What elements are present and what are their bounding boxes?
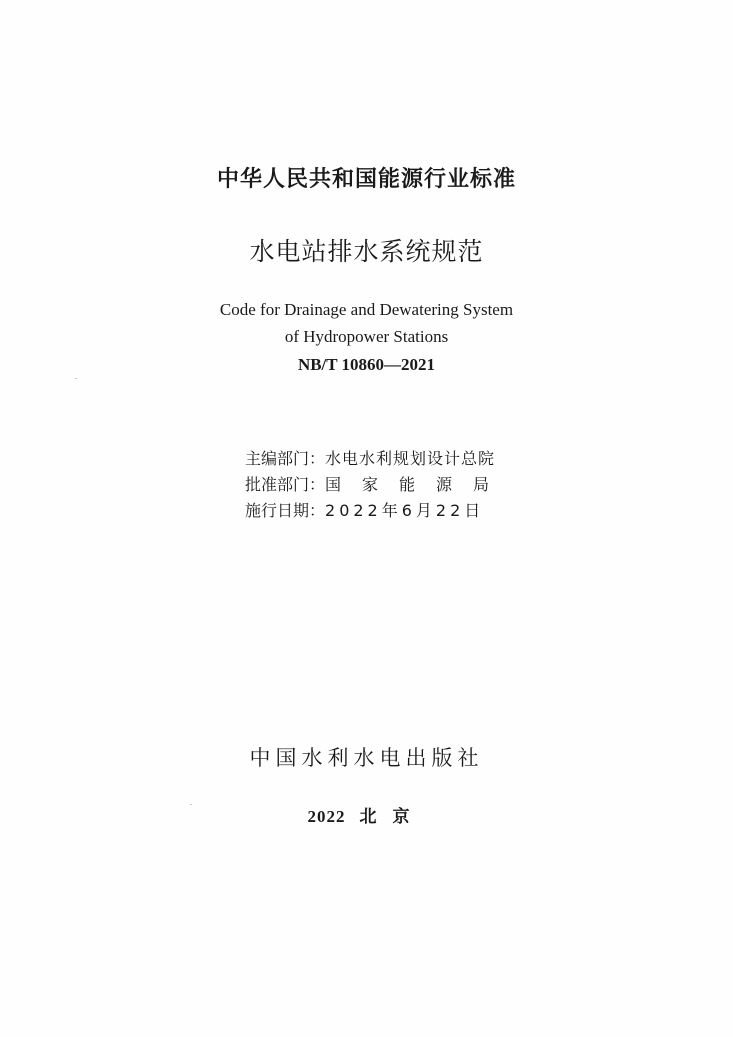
publication-year: 2022: [307, 807, 346, 826]
effective-date-row: [245, 498, 510, 524]
issuance-info: [245, 446, 510, 524]
document-title-english-line2: of Hydropower Stations: [284, 327, 449, 346]
scan-speck: [75, 378, 77, 379]
approver-label: 批准部门：: [245, 475, 326, 494]
standard-category-heading: 中华人民共和国能源行业标准: [216, 167, 516, 192]
scan-speck: [190, 804, 192, 805]
editor-value: 水电水利规划设计总院: [325, 449, 496, 468]
publication-year-place: [0, 802, 733, 827]
effective-date-label: 施行日期：: [245, 501, 326, 520]
approver-row: [245, 472, 510, 498]
document-title-english-line1: Code for Drainage and Dewatering System: [219, 300, 514, 319]
editor-label: 主编部门：: [245, 449, 326, 468]
publication-place: 北京: [359, 807, 426, 826]
approver-value: 国家能源局: [325, 475, 511, 494]
document-title-chinese: 水电站排水系统规范: [249, 237, 484, 266]
editor-row: [245, 446, 510, 472]
publisher-name: 中国水利水电出版社: [249, 746, 484, 770]
effective-date-value: 2022年6月22日: [325, 501, 485, 520]
standard-number: NB/T 10860—2021: [297, 355, 436, 374]
